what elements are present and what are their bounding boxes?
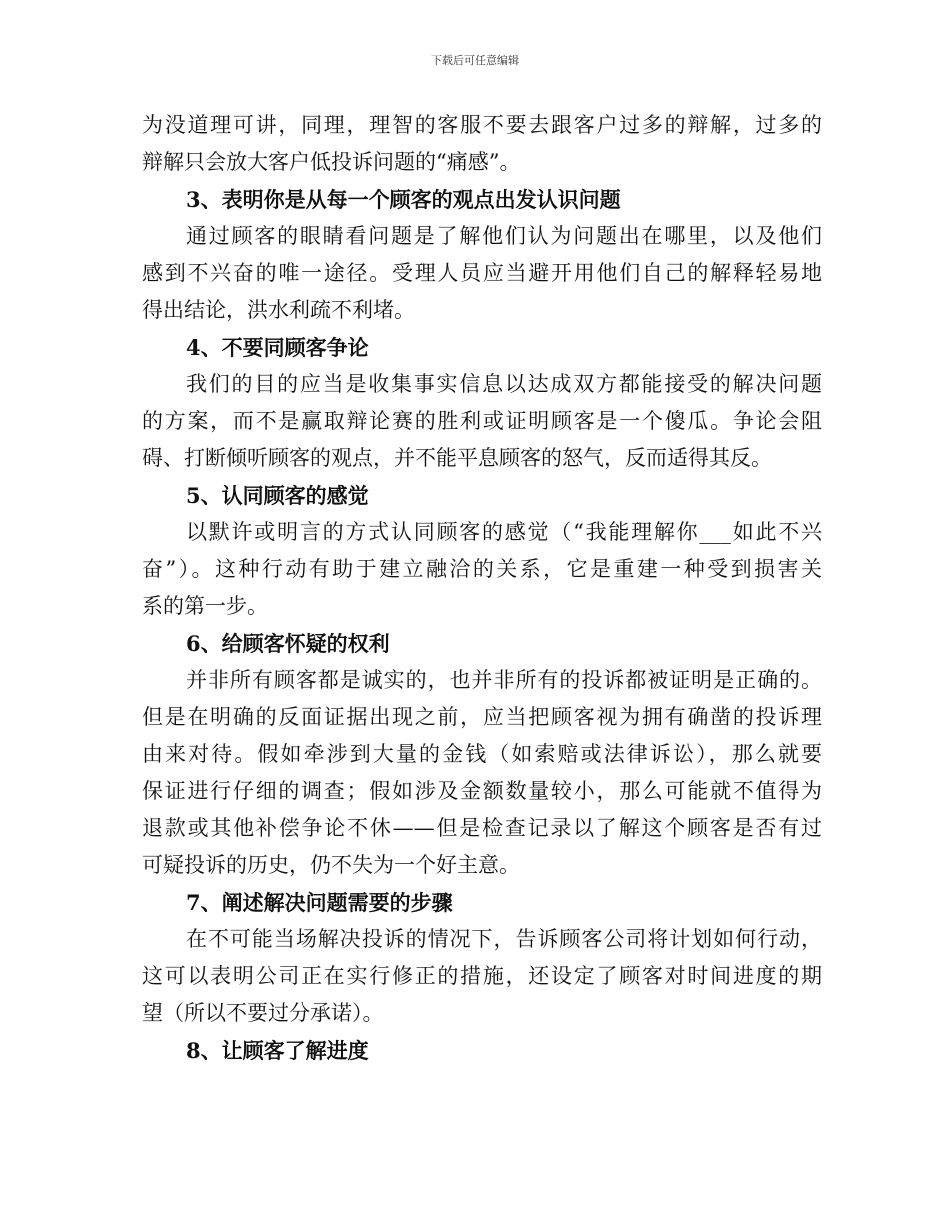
paragraph-line: 在不可能当场解决投诉的情况下，告诉顾客公司将计划如何行动， xyxy=(186,927,822,951)
paragraph-line: 辩解只会放大客户低投诉问题的“痛感”。 xyxy=(142,150,521,174)
paragraph-line: 以默许或明言的方式认同顾客的感觉（“我能理解你___如此不兴 xyxy=(186,520,822,544)
paragraph-line: 保证进行仔细的调查；假如涉及金额数量较小，那么可能就不值得为 xyxy=(142,779,822,803)
paragraph-line: 为没道理可讲，同理，理智的客服不要去跟客户过多的辩解，过多的 xyxy=(142,113,822,137)
paragraph-line: 可疑投诉的历史，仍不失为一个好主意。 xyxy=(142,853,520,877)
paragraph-line: 得出结论，洪水利疏不利堵。 xyxy=(142,298,415,322)
paragraph-line: 退款或其他补偿争论不休——但是检查记录以了解这个顾客是否有过 xyxy=(142,816,822,840)
paragraph-line: 碍、打断倾听顾客的观点，并不能平息顾客的怒气，反而适得其反。 xyxy=(142,446,772,470)
page-header: 下载后可任意编辑 xyxy=(431,54,519,67)
paragraph-line: 望（所以不要过分承诺）。 xyxy=(142,1001,384,1025)
section-heading: 5、认同顾客的感觉 xyxy=(186,483,369,508)
section-heading: 7、阐述解决问题需要的步骤 xyxy=(186,890,453,915)
section-heading: 8、让顾客了解进度 xyxy=(186,1038,369,1063)
paragraph-line: 我们的目的应当是收集事实信息以达成双方都能接受的解决问题 xyxy=(186,372,822,396)
paragraph-line: 奋”）。这种行动有助于建立融洽的关系，它是重建一种受到损害关 xyxy=(142,557,822,581)
section-heading: 3、表明你是从每一个顾客的观点出发认识问题 xyxy=(186,187,621,212)
paragraph-line: 这可以表明公司正在实行修正的措施，还设定了顾客对时间进度的期 xyxy=(142,964,822,988)
paragraph-line: 由来对待。假如牵涉到大量的金钱（如索赔或法律诉讼），那么就要 xyxy=(142,742,822,766)
paragraph-line: 系的第一步。 xyxy=(142,594,268,618)
section-heading: 6、给顾客怀疑的权利 xyxy=(186,631,390,656)
paragraph-line: 通过顾客的眼睛看问题是了解他们认为问题出在哪里，以及他们 xyxy=(186,224,822,248)
document-body xyxy=(142,107,822,1069)
paragraph-line: 感到不兴奋的唯一途径。受理人员应当避开用他们自己的解释轻易地 xyxy=(142,261,822,285)
section-heading: 4、不要同顾客争论 xyxy=(186,335,369,360)
paragraph-line: 但是在明确的反面证据出现之前，应当把顾客视为拥有确凿的投诉理 xyxy=(142,705,822,729)
paragraph-line: 的方案，而不是赢取辩论赛的胜利或证明顾客是一个傻瓜。争论会阻 xyxy=(142,409,822,433)
paragraph-line: 并非所有顾客都是诚实的，也并非所有的投诉都被证明是正确的。 xyxy=(186,668,822,692)
